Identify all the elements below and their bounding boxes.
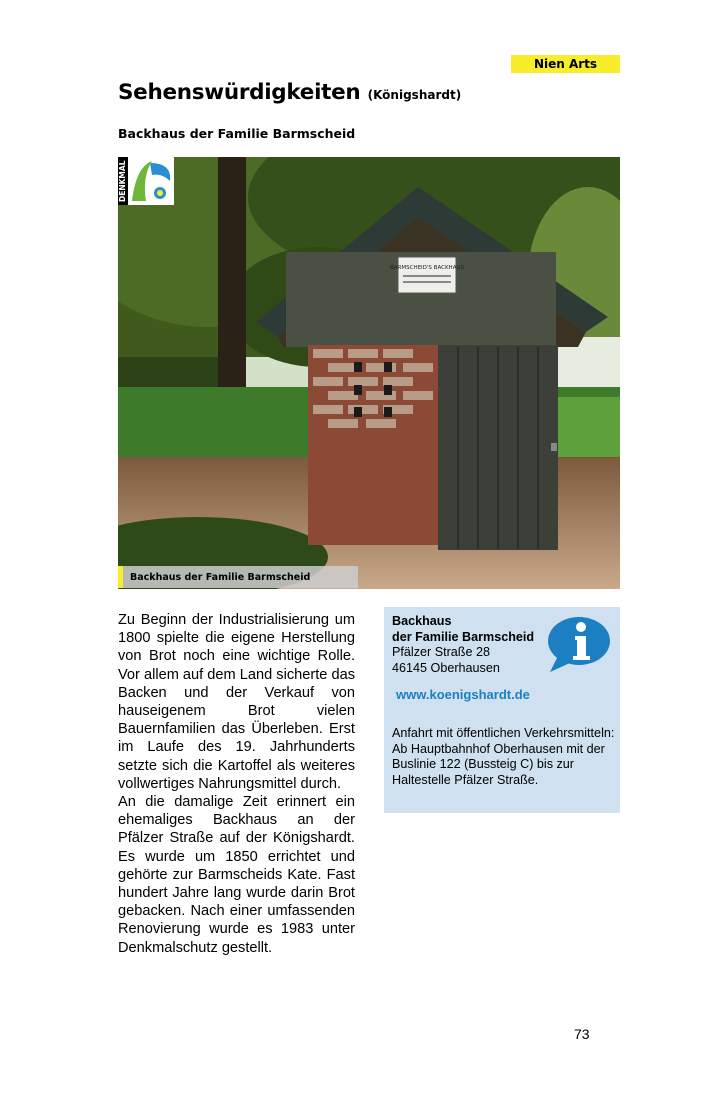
page-title-main: Sehenswürdigkeiten (118, 80, 361, 105)
website-link[interactable]: www.koenigshardt.de (396, 687, 530, 702)
denkmal-logo-icon (128, 157, 174, 205)
sign-text: BARMSCHEID'S BACKHAUS (390, 265, 464, 271)
backhaus-photo (118, 157, 620, 589)
info-street: Pfälzer Straße 28 (392, 645, 490, 660)
info-box (384, 607, 620, 813)
info-name-line1: Backhaus (392, 614, 452, 628)
transit-text: Ab Hauptbahnhof Oberhausen mit der Buslinie 122 (Bussteig C) bis zur Haltestelle Pfälzer Straße. (392, 741, 605, 787)
article-paragraph: Zu Beginn der Industrialisierung um 1800 spielte die eigene Herstellung von Brot noch eine wichtige Rolle. Vor allem auf dem Land sicherte das Backen und der Verkauf von hauseigenem Brot vielen Bauernfamilien das Überleben. Erst im Laufe des 19. Jahrhunderts setzte sich die Kartoffel als weiteres vollwertiges Nahrungsmittel durch. (118, 612, 355, 792)
info-name-line2: der Familie Barmscheid (392, 629, 535, 644)
page-title-suffix: (Königshardt) (367, 88, 462, 102)
transit-heading: Anfahrt mit öffentlichen Verkehrsmitteln: (392, 726, 615, 740)
section-tag: Nien Arts (511, 55, 620, 73)
info-city: 46145 Oberhausen (392, 660, 500, 675)
denkmal-badge-text: DENKMAL (118, 157, 128, 205)
page-title (118, 80, 461, 105)
article-body (118, 611, 355, 957)
page-subtitle: Backhaus der Familie Barmscheid (118, 126, 356, 141)
page-number: 73 (574, 1026, 590, 1042)
photo-caption: Backhaus der Familie Barmscheid (118, 566, 358, 588)
transit-info (392, 726, 616, 788)
denkmal-badge (118, 157, 176, 205)
info-icon (546, 616, 612, 672)
info-address (392, 614, 534, 676)
backhaus-illustration (118, 157, 620, 589)
article-paragraph: An die damalige Zeit erinnert ein ehemaliges Backhaus an der Pfälzer Straße auf der Königshardt. Es wurde um 1850 errichtet und gehörte zur Barmscheids Kate. Fast hundert Jahre lang wurde darin Brot gebacken. Nach einer umfassenden Renovierung wurde es 1983 unter Denkmalschutz gestellt. (118, 794, 355, 956)
